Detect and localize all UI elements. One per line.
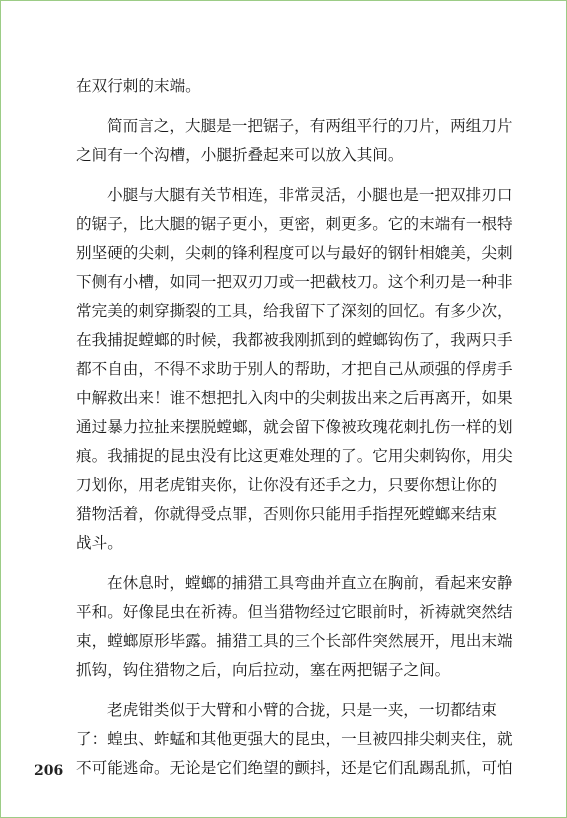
text-line: 简而言之，大腿是一把锯子，有两组平行的刀片，两组刀片 — [107, 117, 513, 135]
text-line: 在休息时，螳螂的捕猎工具弯曲并直立在胸前，看起来安静 — [107, 574, 513, 592]
text-line: 之间有一个沟槽，小腿折叠起来可以放入其间。 — [76, 146, 404, 164]
paragraph — [76, 72, 496, 101]
text-line: 中解救出来！谁不想把扎入肉中的尖刺拔出来之后再离开，如果 — [76, 389, 513, 407]
text-line: 在双行刺的末端。 — [76, 77, 201, 95]
paragraph — [76, 696, 513, 783]
text-line: 通过暴力拉扯来摆脱螳螂，就会留下像被玫瑰花刺扎伤一样的划 — [76, 418, 513, 436]
paragraph — [76, 181, 513, 558]
text-line: 小腿与大腿有关节相连，非常灵活，小腿也是一把双排刃口 — [107, 186, 513, 204]
paragraph — [76, 112, 513, 170]
text-line: 猎物活着，你就得受点罪，否则你只能用手指捏死螳螂来结束 — [76, 505, 498, 523]
text-line: 战斗。 — [76, 534, 123, 552]
body-text — [76, 72, 513, 783]
page-number: 206 — [34, 763, 64, 779]
text-line: 不可能逃命。无论是它们绝望的颤抖，还是它们乱踢乱抓，可怕 — [76, 759, 513, 777]
text-line: 都不自由，不得不求助于别人的帮助，才把自己从顽强的俘虏手 — [76, 360, 513, 378]
text-line: 的锯子，比大腿的锯子更小，更密，刺更多。它的末端有一根特 — [76, 215, 513, 233]
text-line: 刀划你，用老虎钳夹你，让你没有还手之力，只要你想让你的 — [76, 476, 498, 494]
paragraph — [76, 569, 513, 685]
text-line: 老虎钳类似于大臂和小臂的合拢，只是一夹，一切都结束 — [107, 701, 497, 719]
text-line: 下侧有小槽，如同一把双刃刀或一把截枝刀。这个利刃是一种非 — [76, 273, 513, 291]
text-line: 常完美的刺穿撕裂的工具，给我留下了深刻的回忆。有多少次， — [76, 302, 513, 320]
text-line: 了：蝗虫、蚱蜢和其他更强大的昆虫，一旦被四排尖刺夹住，就 — [76, 730, 513, 748]
text-line: 抓钩，钩住猎物之后，向后拉动，塞在两把锯子之间。 — [76, 661, 451, 679]
text-line: 平和。好像昆虫在祈祷。但当猎物经过它眼前时，祈祷就突然结 — [76, 603, 513, 621]
text-line: 别坚硬的尖刺，尖刺的锋利程度可以与最好的钢针相媲美，尖刺 — [76, 244, 513, 262]
text-line: 在我捕捉螳螂的时候，我都被我刚抓到的螳螂钩伤了，我两只手 — [76, 331, 513, 349]
text-line: 痕。我捕捉的昆虫没有比这更难处理的了。它用尖刺钩你，用尖 — [76, 447, 513, 465]
text-line: 束，螳螂原形毕露。捕猎工具的三个长部件突然展开，甩出末端 — [76, 632, 513, 650]
